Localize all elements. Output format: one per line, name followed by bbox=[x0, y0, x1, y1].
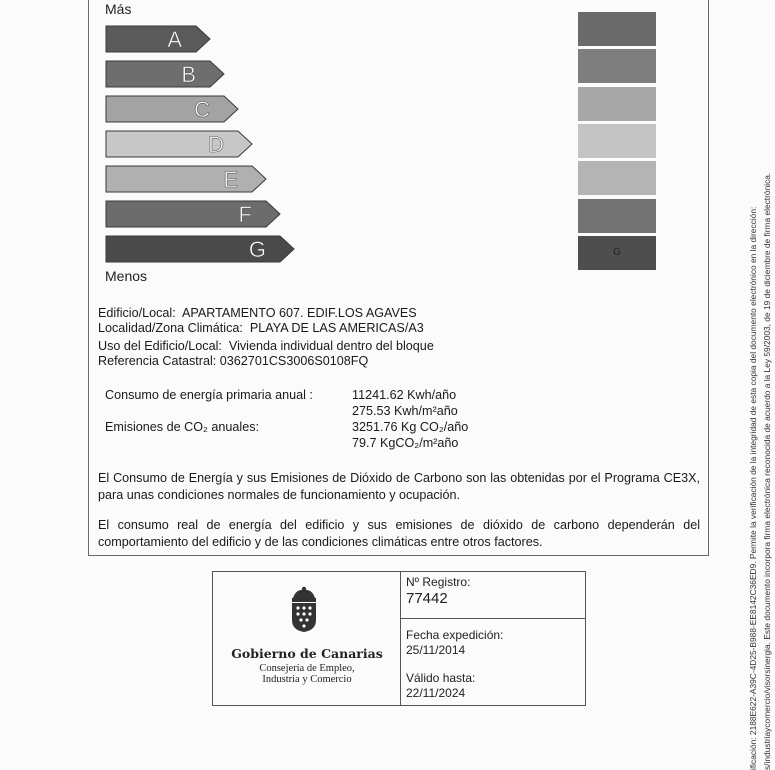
rating-bar-letter: D bbox=[208, 132, 224, 157]
building-uso: Uso del Edificio/Local: Vivienda individual dentro del bloque bbox=[98, 339, 434, 353]
rating-bar-letter: A bbox=[167, 27, 182, 52]
frame-right-border bbox=[708, 0, 709, 556]
rating-bar-letter: B bbox=[181, 62, 196, 87]
registro-divider-horizontal bbox=[401, 618, 585, 619]
verification-side-text bbox=[748, 30, 772, 770]
rating-swatch bbox=[578, 49, 656, 83]
building-edificio: Edificio/Local: APARTAMENTO 607. EDIF.LOS AGAVES bbox=[98, 306, 417, 320]
rating-bar-g bbox=[106, 235, 296, 263]
emisiones-value-2: 79.7 KgCO₂/m²año bbox=[352, 436, 459, 450]
registro-divider-vertical bbox=[400, 572, 401, 705]
consumo-value-1: 11241.62 Kwh/año bbox=[352, 388, 457, 402]
scale-top-label: Más bbox=[105, 1, 132, 17]
rating-bar-d bbox=[106, 130, 254, 158]
paragraph-consumo-real: El consumo real de energía del edificio y sus emisiones de dióxido de carbono dependerán del comportamiento del edificio y de las condiciones climáticas entre otros factores. bbox=[98, 518, 700, 549]
rating-bar-a bbox=[106, 25, 212, 53]
registro-number-value: 77442 bbox=[406, 590, 448, 607]
building-referencia: Referencia Catastral: 0362701CS3006S0108FQ bbox=[98, 354, 369, 368]
fecha-expedicion-label: Fecha expedición: bbox=[406, 628, 504, 642]
rating-swatch bbox=[578, 12, 656, 46]
rating-bar-letter: E bbox=[223, 167, 238, 192]
gobierno-coat-of-arms-icon bbox=[287, 586, 321, 634]
fecha-expedicion-value: 25/11/2014 bbox=[406, 643, 466, 657]
org-sub-2: Industria y Comercio bbox=[262, 674, 352, 685]
verification-line-2: s/industriaycomercio/visorsinergia. Este documento incorpora firma electrónica reconocida de acuerdo a la Ley 59/2003, de 19 de diciembre de firma electrónica. bbox=[762, 172, 772, 770]
consumo-label: Consumo de energía primaria anual : bbox=[105, 388, 313, 402]
rating-swatch bbox=[578, 161, 656, 195]
rating-bar-letter: C bbox=[194, 97, 210, 122]
valido-hasta-value: 22/11/2024 bbox=[406, 686, 466, 700]
rating-bar-c bbox=[106, 95, 240, 123]
rating-swatch bbox=[578, 87, 656, 121]
org-sub-1: Consejería de Empleo, bbox=[259, 663, 355, 674]
rating-bar-f bbox=[106, 200, 282, 228]
rating-swatch bbox=[578, 199, 656, 233]
rating-bar-b bbox=[106, 60, 226, 88]
rating-swatch bbox=[578, 236, 656, 270]
frame-left-border bbox=[88, 0, 89, 556]
org-name: Gobierno de Canarias bbox=[231, 646, 383, 661]
consumo-value-2: 275.53 Kwh/m²año bbox=[352, 404, 458, 418]
frame-bottom-border bbox=[88, 555, 709, 556]
rating-bar-letter: F bbox=[238, 202, 252, 227]
registro-number-label: Nº Registro: bbox=[406, 575, 471, 589]
rating-bar-e bbox=[106, 165, 268, 193]
registro-box bbox=[212, 571, 586, 706]
emisiones-label: Emisiones de CO₂ anuales: bbox=[105, 420, 259, 434]
rating-swatch-letter: G bbox=[613, 247, 621, 258]
emisiones-value-1: 3251.76 Kg CO₂/año bbox=[352, 420, 469, 434]
valido-hasta-label: Válido hasta: bbox=[406, 671, 476, 685]
rating-bar-letter: G bbox=[248, 237, 266, 262]
building-localidad: Localidad/Zona Climática: PLAYA DE LAS AMERICAS/A3 bbox=[98, 321, 424, 335]
scale-bottom-label: Menos bbox=[105, 268, 148, 284]
verification-line-1: ificación: 2188E622-A39C-4D25-B988-EE8142C36ED9. Permite la verificación de la integridad de esta copia del documento electrónico en la dirección: bbox=[748, 206, 758, 770]
rating-swatch bbox=[578, 124, 656, 158]
paragraph-programa: El Consumo de Energía y sus Emisiones de Dióxido de Carbono son las obtenidas por el Programa CE3X, para unas condiciones normales de funcionamiento y ocupación. bbox=[98, 471, 700, 502]
